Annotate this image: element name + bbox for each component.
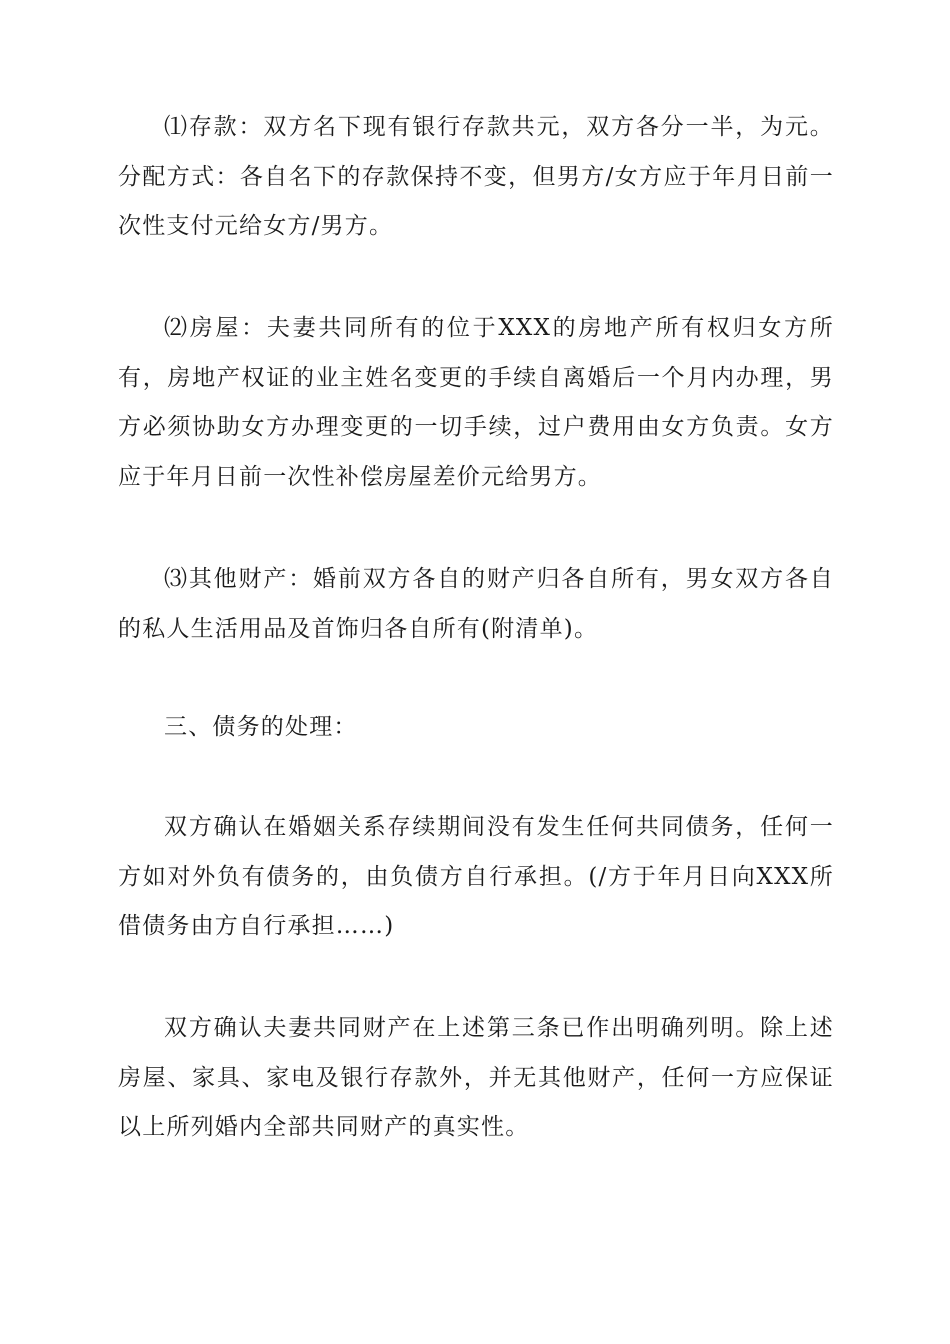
paragraph-other-property: ⑶其他财产：婚前双方各自的财产归各自所有，男女双方各自的私人生活用品及首饰归各自所有(附清单)。 xyxy=(118,566,834,642)
paragraph-debts: 双方确认在婚姻关系存续期间没有发生任何共同债务，任何一方如对外负有债务的，由负债方自行承担。(/方于年月日向XXX所借债务由方自行承担……) xyxy=(118,814,834,939)
paragraph-house: ⑵房屋：夫妻共同所有的位于XXX的房地产所有权归女方所有，房地产权证的业主姓名变更的手续自离婚后一个月内办理，男方必须协助女方办理变更的一切手续，过户费用由女方负责。女方应于年月日前一次性补偿房屋差价元给男方。 xyxy=(118,315,834,490)
paragraph-joint-property-confirmation: 双方确认夫妻共同财产在上述第三条已作出明确列明。除上述房屋、家具、家电及银行存款外，并无其他财产，任何一方应保证以上所列婚内全部共同财产的真实性。 xyxy=(118,1015,834,1140)
section-heading-debts: 三、债务的处理： xyxy=(164,714,358,740)
paragraph-deposits: ⑴存款：双方名下现有银行存款共元，双方各分一半，为元。分配方式：各自名下的存款保持不变，但男方/女方应于年月日前一次性支付元给女方/男方。 xyxy=(118,114,834,239)
